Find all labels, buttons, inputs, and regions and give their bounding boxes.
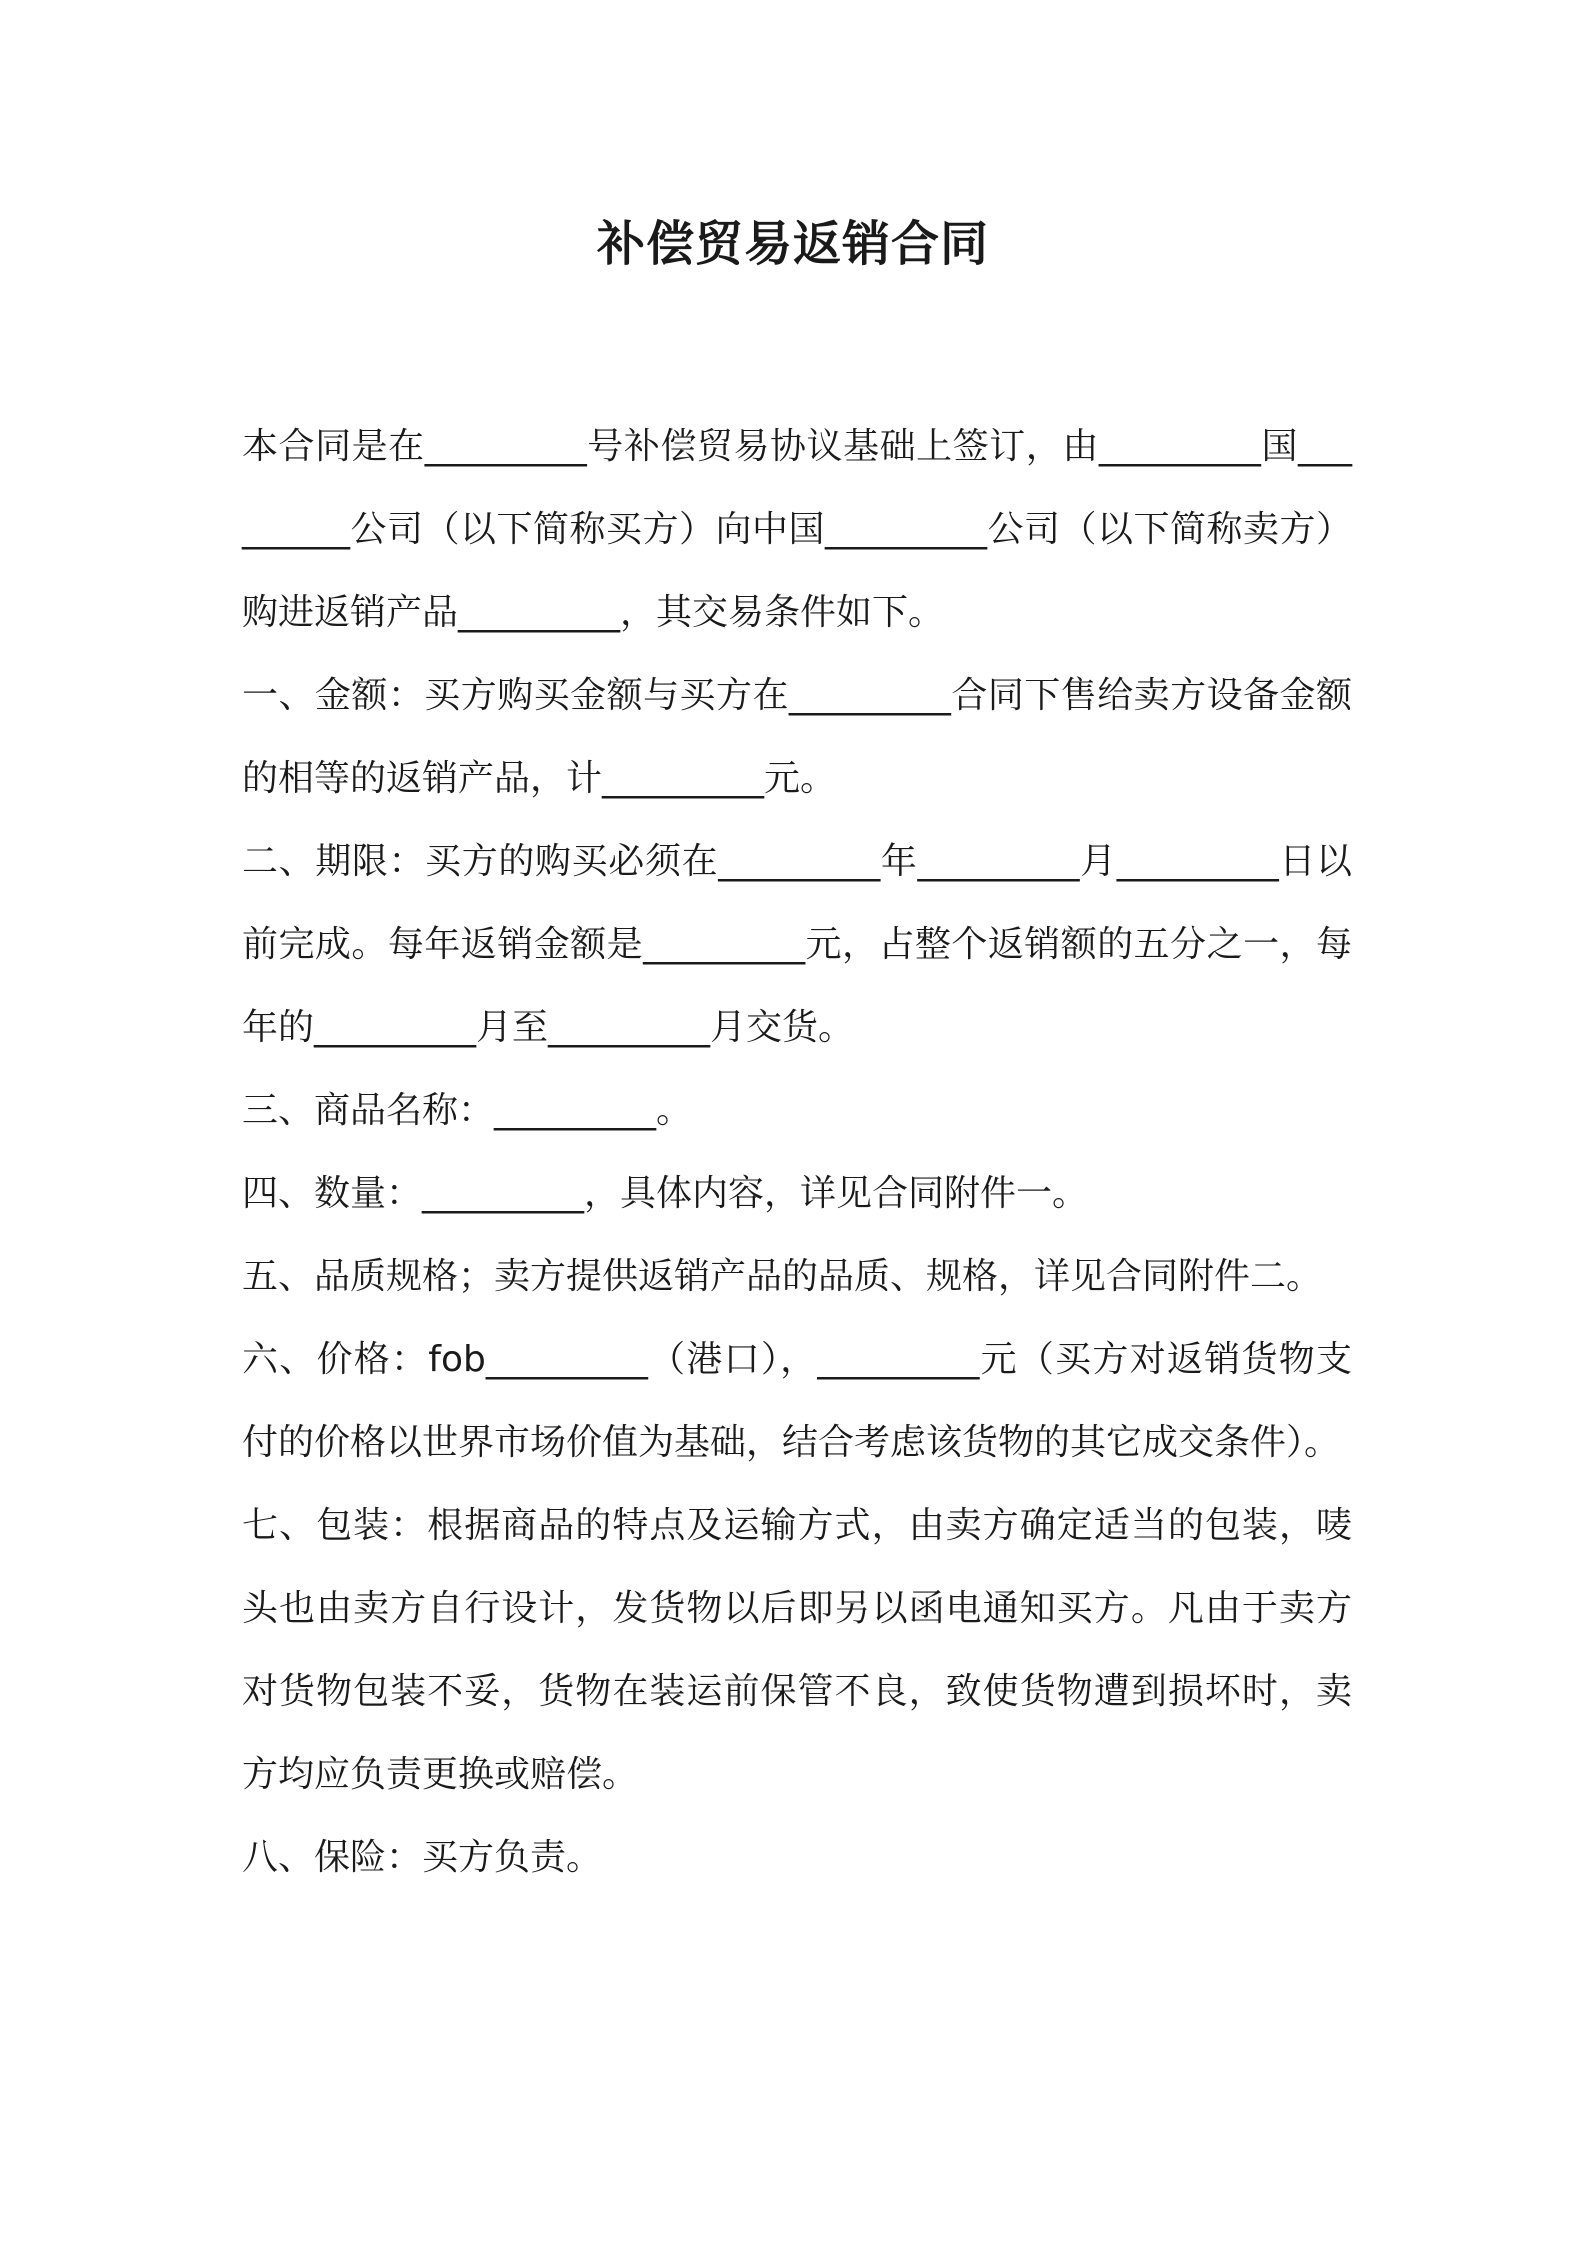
- clause-price: 六、价格：fob_________（港口），_________元（买方对返销货物支付的价格以世界市场价值为基础，结合考虑该货物的其它成交条件）。: [242, 1339, 1352, 1463]
- clause-quality: 五、品质规格；卖方提供返销产品的品质、规格，详见合同附件二。: [242, 1256, 1323, 1297]
- clause-packing: 七、包装：根据商品的特点及运输方式，由卖方确定适当的包装，唛头也由卖方自行设计，发货物以后即另以函电通知买方。凡由于卖方对货物包装不妥，货物在装运前保管不良，致使货物遭到损坏时，卖方均应负责更换或赔偿。: [242, 1505, 1352, 1795]
- clause-amount: 一、金额：买方购买金额与买方在_________合同下售给卖方设备金额的相等的返销产品，计_________元。: [242, 675, 1352, 799]
- intro-paragraph: 本合同是在_________号补偿贸易协议基础上签订，由_________国_________公司（以下简称买方）向中国_________公司（以下简称卖方）购进返销产品_________，其交易条件如下。: [242, 426, 1352, 633]
- contract-body: [242, 405, 1352, 1899]
- document-title: 补偿贸易返销合同: [596, 216, 989, 272]
- clause-quantity: 四、数量：_________，具体内容，详见合同附件一。: [242, 1173, 1089, 1214]
- clause-insurance: 八、保险：买方负责。: [242, 1837, 603, 1878]
- clause-product-name: 三、商品名称：_________。: [242, 1090, 693, 1131]
- clause-term: 二、期限：买方的购买必须在_________年_________月_________日以前完成。每年返销金额是_________元，占整个返销额的五分之一，每年的_________月至_________月交货。: [242, 841, 1352, 1048]
